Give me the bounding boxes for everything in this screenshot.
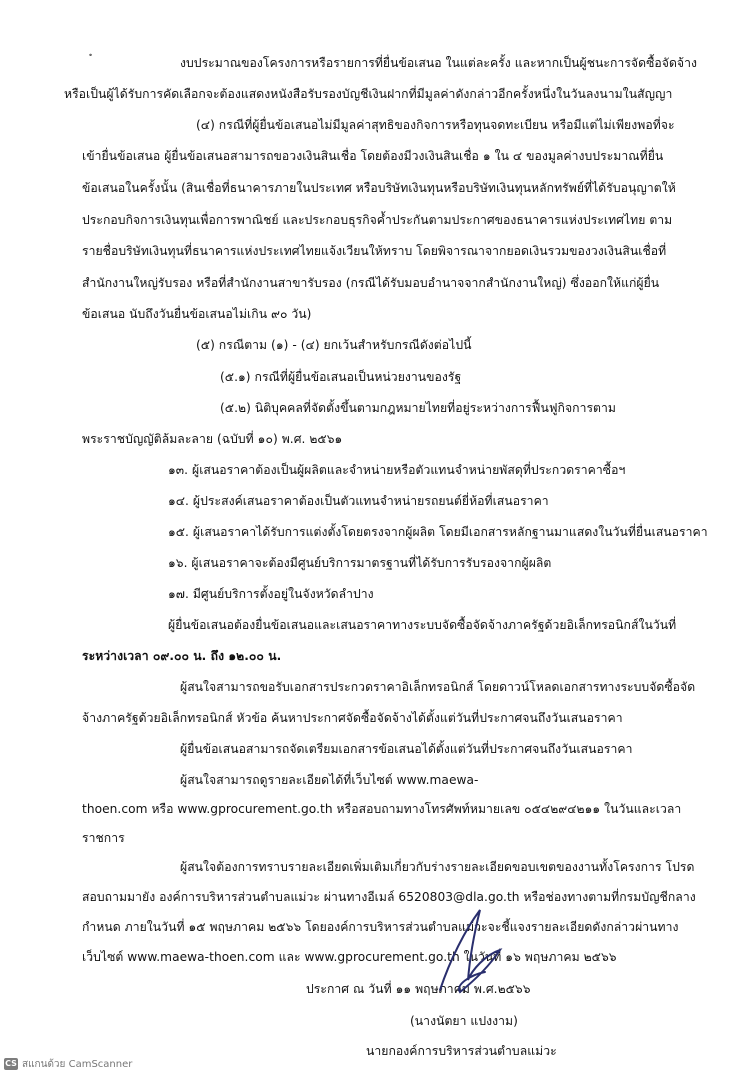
- body-line: เว็บไซต์ www.maewa-thoen.com และ www.gprocurement.go.th ในวันที่ ๑๖ พฤษภาคม ๒๕๖๖: [82, 950, 617, 964]
- body-line: ๑๖. ผู้เสนอราคาจะต้องมีศูนย์บริการมาตรฐานที่ได้รับการรับรองจากผู้ผลิต: [168, 556, 552, 570]
- body-line: (๕.๑) กรณีที่ผู้ยื่นข้อเสนอเป็นหน่วยงานของรัฐ: [220, 370, 462, 384]
- body-line: พระราชบัญญัติล้มละลาย (ฉบับที่ ๑๐) พ.ศ. ๒๕๖๑: [82, 432, 343, 446]
- body-line: ราชการ: [82, 831, 125, 845]
- body-line: (๔) กรณีที่ผู้ยื่นข้อเสนอไม่มีมูลค่าสุทธิของกิจการหรือทุนจดทะเบียน หรือมีแต่ไม่เพียงพอที่จะ: [196, 118, 675, 132]
- body-line: ๑๔. ผู้ประสงค์เสนอราคาต้องเป็นตัวแทนจำหน่ายรถยนต์ยี่ห้อที่เสนอราคา: [168, 494, 549, 508]
- body-line: ระหว่างเวลา ๐๙.๐๐ น. ถึง ๑๒.๐๐ น.: [82, 649, 282, 663]
- camscanner-label: สแกนด้วย CamScanner: [22, 1058, 133, 1070]
- body-line: ๑๓. ผู้เสนอราคาต้องเป็นผู้ผลิตและจำหน่ายหรือตัวแทนจำหน่ายพัสดุที่ประกวดราคาซื้อฯ: [168, 463, 626, 477]
- body-line: สำนักงานใหญ่รับรอง หรือที่สำนักงานสาขารับรอง (กรณีได้รับมอบอำนาจจากสำนักงานใหญ่) ซึ่งออกให้แก่ผู้ยื่น: [82, 276, 660, 290]
- body-line: สอบถามมายัง องค์การบริหารส่วนตำบลแม่วะ ผ่านทางอีเมล์ 6520803@dla.go.th หรือช่องทางตามที่กรมบัญชีกลาง: [82, 890, 696, 904]
- body-line: ผู้สนใจสามารถดูรายละเอียดได้ที่เว็บไซต์ www.maewa-: [180, 773, 479, 787]
- body-line: ผู้ยื่นข้อเสนอสามารถจัดเตรียมเอกสารข้อเสนอได้ตั้งแต่วันที่ประกาศจนถึงวันเสนอราคา: [180, 742, 633, 756]
- body-line: เข้ายื่นข้อเสนอ ผู้ยื่นข้อเสนอสามารถขอวงเงินสินเชื่อ โดยต้องมีวงเงินสินเชื่อ ๑ ใน ๔ ของมูลค่างบประมาณที่ยื่น: [82, 149, 664, 163]
- body-line: thoen.com หรือ www.gprocurement.go.th หรือสอบถามทางโทรศัพท์หมายเลข ๐๕๔๒๙๔๒๑๑ ในวันและเวลา: [82, 802, 682, 816]
- body-line: หรือเป็นผู้ได้รับการคัดเลือกจะต้องแสดงหนังสือรับรองบัญชีเงินฝากที่มีมูลค่าดังกล่าวอีกครั้งหนึ่งในวันลงนามในสัญญา: [64, 87, 673, 101]
- body-line: ผู้ยื่นข้อเสนอต้องยื่นข้อเสนอและเสนอราคาทางระบบจัดซื้อจัดจ้างภาครัฐด้วยอิเล็กทรอนิกส์ในวันที่: [168, 618, 677, 632]
- body-line: รายชื่อบริษัทเงินทุนที่ธนาคารแห่งประเทศไทยแจ้งเวียนให้ทราบ โดยพิจารณาจากยอดเงินรวมของวงเงินสินเชื่อที่: [82, 244, 667, 258]
- body-line: ข้อเสนอ นับถึงวันยื่นข้อเสนอไม่เกิน ๙๐ วัน): [82, 307, 312, 321]
- body-line: (๕.๒) นิติบุคคลที่จัดตั้งขึ้นตามกฎหมายไทยที่อยู่ระหว่างการฟื้นฟูกิจการตาม: [220, 401, 616, 415]
- body-line: ผู้สนใจต้องการทราบรายละเอียดเพิ่มเติมเกี่ยวกับร่างรายละเอียดขอบเขตของงานทั้งโครงการ โปรด: [180, 860, 695, 874]
- body-line: ๑๗. มีศูนย์บริการตั้งอยู่ในจังหวัดลำปาง: [168, 587, 374, 601]
- camscanner-watermark: [4, 1057, 132, 1071]
- body-line: ผู้สนใจสามารถขอรับเอกสารประกวดราคาอิเล็กทรอนิกส์ โดยดาวน์โหลดเอกสารทางระบบจัดซื้อจัด: [180, 680, 696, 694]
- body-line: ๑๕. ผู้เสนอราคาได้รับการแต่งตั้งโดยตรงจากผู้ผลิต โดยมีเอกสารหลักฐานมาแสดงในวันที่ยื่นเสนอราคา: [168, 525, 708, 539]
- body-line: จ้างภาครัฐด้วยอิเล็กทรอนิกส์ หัวข้อ ค้นหาประกาศจัดซื้อจัดจ้างได้ตั้งแต่วันที่ประกาศจนถึงวันเสนอราคา: [82, 711, 623, 725]
- body-line: กำหนด ภายในวันที่ ๑๕ พฤษภาคม ๒๕๖๖ โดยองค์การบริหารส่วนตำบลแม่วะจะชี้แจงรายละเอียดดังกล่าวผ่านทาง: [82, 920, 679, 934]
- announcement-date: ประกาศ ณ วันที่ ๑๑ พฤษภาคม พ.ศ.๒๕๖๖: [306, 982, 531, 996]
- signer-title: นายกองค์การบริหารส่วนตำบลแม่วะ: [366, 1044, 557, 1058]
- camscanner-logo-icon: CS: [5, 1059, 17, 1068]
- signature-mark: [430, 900, 510, 1000]
- signer-name: (นางนัตยา แปงงาม): [410, 1014, 518, 1028]
- body-line: งบประมาณของโครงการหรือรายการที่ยื่นข้อเสนอ ในแต่ละครั้ง และหากเป็นผู้ชนะการจัดซื้อจัดจ้าง: [180, 56, 697, 70]
- body-line: ข้อเสนอในครั้งนั้น (สินเชื่อที่ธนาคารภายในประเทศ หรือบริษัทเงินทุนหรือบริษัทเงินทุนหลักทรัพย์ที่ได้รับอนุญาตให้: [82, 181, 676, 195]
- body-line: ประกอบกิจการเงินทุนเพื่อการพาณิชย์ และประกอบธุรกิจค้ำประกันตามประกาศของธนาคารแห่งประเทศไทย ตาม: [82, 213, 673, 227]
- body-line: (๕) กรณีตาม (๑) - (๔) ยกเว้นสำหรับกรณีดังต่อไปนี้: [196, 338, 472, 352]
